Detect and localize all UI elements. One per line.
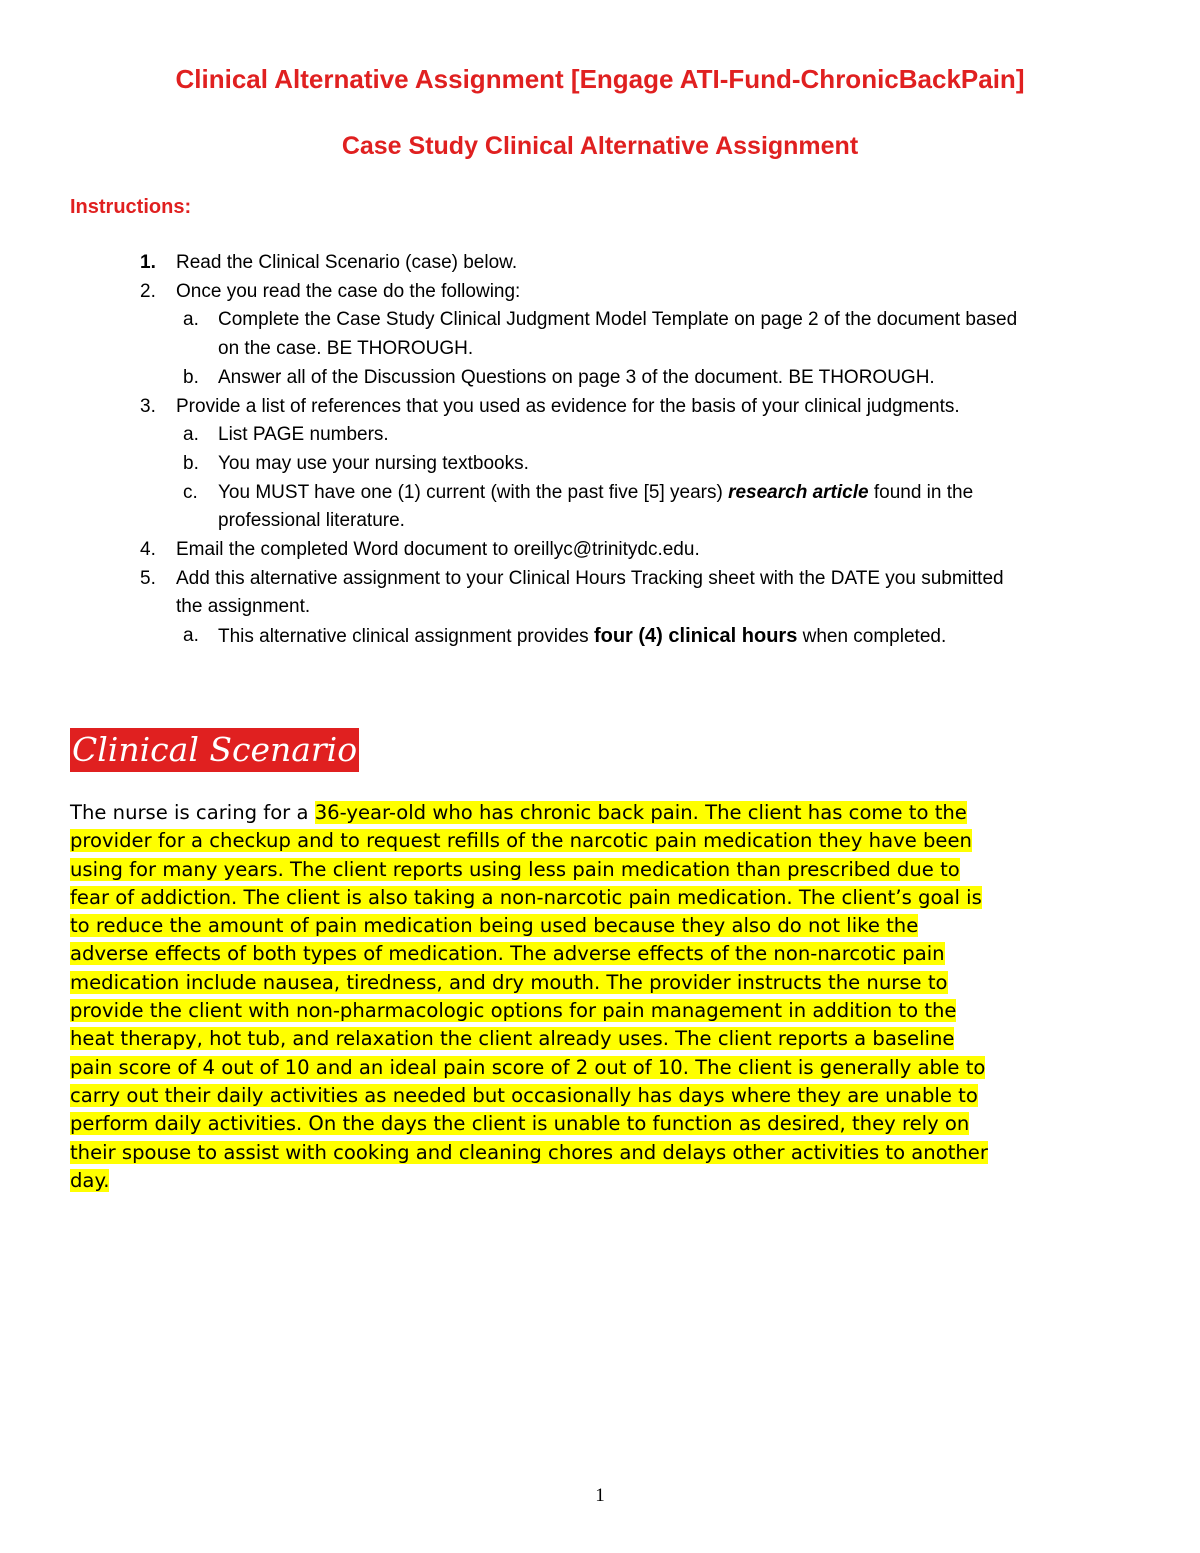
list-text-part: found in the xyxy=(868,481,974,503)
highlighted-text: day. xyxy=(70,1168,110,1192)
instructions-list xyxy=(0,249,1070,652)
list-text: Email the completed Word document to oreillyc@trinitydc.edu. xyxy=(176,539,700,561)
scenario-heading: Clinical Scenario xyxy=(70,728,359,772)
highlighted-text: using for many years. The client reports using less pain medication than prescribed due to xyxy=(70,857,960,881)
list-item xyxy=(0,622,1070,652)
highlighted-text: medication include nausea, tiredness, and dry mouth. The provider instructs the nurse to xyxy=(70,970,948,994)
list-text: You may use your nursing textbooks. xyxy=(218,452,529,474)
scenario-line xyxy=(70,1025,1135,1053)
instructions-heading: Instructions: xyxy=(70,196,192,218)
list-item xyxy=(0,393,1070,422)
list-number: 2. xyxy=(140,280,156,302)
scenario-line xyxy=(70,1082,1135,1110)
list-letter: b. xyxy=(183,452,199,474)
list-number: 3. xyxy=(140,395,156,417)
emphasis-text: four (4) clinical hours xyxy=(593,625,798,648)
list-number: 1. xyxy=(140,252,156,273)
scenario-line xyxy=(70,997,1135,1025)
list-letter: b. xyxy=(183,366,199,388)
scenario-line xyxy=(70,1139,1135,1167)
highlighted-text: heat therapy, hot tub, and relaxation the client already uses. The client reports a baseline xyxy=(70,1027,955,1051)
scenario-line xyxy=(70,1110,1135,1138)
list-text: the assignment. xyxy=(176,596,311,618)
list-text: Complete the Case Study Clinical Judgment Model Template on page 2 of the document based xyxy=(218,309,1018,331)
highlighted-text: to reduce the amount of pain medication being used because they also do not like the xyxy=(70,914,919,938)
list-text-part: This alternative clinical assignment provides xyxy=(218,626,594,648)
highlighted-text: fear of addiction. The client is also taking a non-narcotic pain medication. The client’s goal is xyxy=(70,885,982,909)
list-letter: a. xyxy=(183,625,199,647)
list-number: 5. xyxy=(140,567,156,589)
scenario-line xyxy=(70,799,1135,827)
list-item xyxy=(0,364,1070,393)
list-item xyxy=(0,421,1070,450)
scenario-line xyxy=(70,1054,1135,1082)
scenario-line xyxy=(70,827,1135,855)
list-number: 4. xyxy=(140,539,156,561)
list-item xyxy=(0,450,1070,479)
highlighted-text: adverse effects of both types of medication. The adverse effects of the non-narcotic pain xyxy=(70,942,945,966)
list-text: Answer all of the Discussion Questions on page 3 of the document. BE THOROUGH. xyxy=(218,366,935,388)
list-text: Provide a list of references that you used as evidence for the basis of your clinical judgments. xyxy=(176,395,960,417)
highlighted-text: perform daily activities. On the days the client is unable to function as desired, they rely on xyxy=(70,1112,970,1136)
scenario-line xyxy=(70,940,1135,968)
list-text xyxy=(218,479,1070,508)
list-text: Add this alternative assignment to your Clinical Hours Tracking sheet with the DATE you submitted xyxy=(176,567,1004,589)
scenario-paragraph xyxy=(70,799,1135,1195)
list-item xyxy=(0,249,1070,278)
list-text: Read the Clinical Scenario (case) below. xyxy=(176,252,518,273)
list-letter: a. xyxy=(183,424,199,446)
list-text-part: when completed. xyxy=(797,626,947,648)
highlighted-text: provider for a checkup and to request refills of the narcotic pain medication they have been xyxy=(70,829,972,853)
scenario-line xyxy=(70,884,1135,912)
list-text: List PAGE numbers. xyxy=(218,424,389,446)
highlighted-text: their spouse to assist with cooking and cleaning chores and delays other activities to another xyxy=(70,1140,988,1164)
list-item xyxy=(0,479,1070,536)
list-item xyxy=(0,278,1070,307)
list-item xyxy=(0,565,1070,622)
scenario-lead: The nurse is caring for a xyxy=(70,801,315,824)
list-text: on the case. BE THOROUGH. xyxy=(218,338,474,360)
list-item xyxy=(0,306,1070,363)
list-letter: c. xyxy=(183,481,198,503)
scenario-line xyxy=(70,1167,1135,1195)
emphasis-text: research article xyxy=(728,481,869,503)
highlighted-text: 36-year-old who has chronic back pain. The client has come to the xyxy=(314,801,967,824)
list-letter: a. xyxy=(183,309,199,331)
document-title: Clinical Alternative Assignment [Engage ATI-Fund-ChronicBackPain] xyxy=(175,64,1025,94)
highlighted-text: carry out their daily activities as needed but occasionally has days where they are unable to xyxy=(70,1083,978,1107)
list-text-part: You MUST have one (1) current (with the past five [5] years) xyxy=(218,481,729,503)
list-item xyxy=(0,536,1070,565)
scenario-line xyxy=(70,912,1135,940)
list-text: professional literature. xyxy=(218,510,405,532)
list-text: Once you read the case do the following: xyxy=(176,280,521,302)
document-subtitle: Case Study Clinical Alternative Assignment xyxy=(341,132,859,160)
list-text xyxy=(218,622,1070,652)
highlighted-text: pain score of 4 out of 10 and an ideal pain score of 2 out of 10. The client is generally able to xyxy=(70,1055,986,1079)
page-number: 1 xyxy=(595,1485,605,1506)
highlighted-text: provide the client with non-pharmacologic options for pain management in addition to the xyxy=(70,999,957,1023)
scenario-line xyxy=(70,969,1135,997)
scenario-line xyxy=(70,856,1135,884)
